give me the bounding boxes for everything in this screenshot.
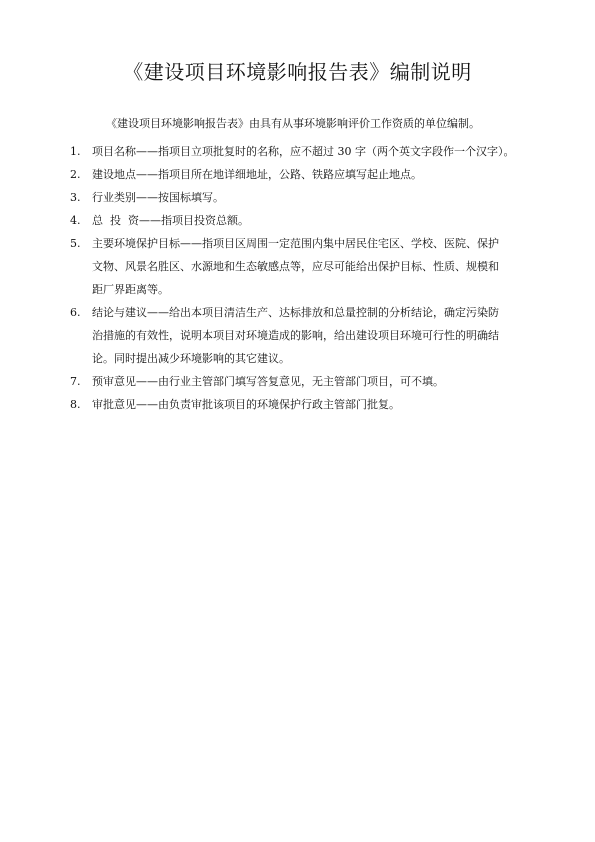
item-text-line: 治措施的有效性，说明本项目对环境造成的影响，给出建设项目环境可行性的明确结 <box>92 329 499 342</box>
item-text-line: 总 投 资——指项目投资总额。 <box>92 214 249 227</box>
list-item-6 <box>70 301 540 370</box>
item-text-line: 文物、风景名胜区、水源地和生态敏感点等，应尽可能给出保护目标、性质、规模和 <box>92 260 499 273</box>
item-text-line: 审批意见——由负责审批该项目的环境保护行政主管部门批复。 <box>92 398 400 411</box>
item-number: 8. <box>70 398 81 411</box>
list-item-8 <box>70 393 540 416</box>
list-item-2 <box>70 163 540 186</box>
item-text-line: 论。同时提出减少环境影响的其它建议。 <box>92 352 290 365</box>
item-number: 1. <box>70 145 81 158</box>
item-text-line: 距厂界距离等。 <box>92 283 169 296</box>
intro-paragraph: 《建设项目环境影响报告表》由具有从事环境影响评价工作资质的单位编制。 <box>106 117 480 130</box>
list-item-3 <box>70 186 540 209</box>
list-item-5 <box>70 232 540 301</box>
item-text-line: 预审意见——由行业主管部门填写答复意见，无主管部门项目，可不填。 <box>92 375 444 388</box>
item-number: 5. <box>70 237 81 250</box>
item-text-line: 项目名称——指项目立项批复时的名称，应不超过 30 字（两个英文字段作一个汉字）。 <box>92 145 515 158</box>
list-item-4 <box>70 209 540 232</box>
item-text-line: 建设地点——指项目所在地详细地址，公路、铁路应填写起止地点。 <box>92 168 422 181</box>
instruction-list <box>70 140 540 416</box>
item-text-line: 结论与建议——给出本项目清洁生产、达标排放和总量控制的分析结论，确定污染防 <box>92 306 499 319</box>
list-item-1 <box>70 140 540 163</box>
item-text-line: 主要环境保护目标——指项目区周围一定范围内集中居民住宅区、学校、医院、保护 <box>92 237 499 250</box>
item-number: 6. <box>70 306 81 319</box>
item-number: 2. <box>70 168 81 181</box>
item-text-line: 行业类别——按国标填写。 <box>92 191 224 204</box>
list-item-7 <box>70 370 540 393</box>
item-number: 4. <box>70 214 81 227</box>
document-title: 《建设项目环境影响报告表》编制说明 <box>123 60 472 84</box>
item-number: 7. <box>70 375 81 388</box>
item-number: 3. <box>70 191 81 204</box>
